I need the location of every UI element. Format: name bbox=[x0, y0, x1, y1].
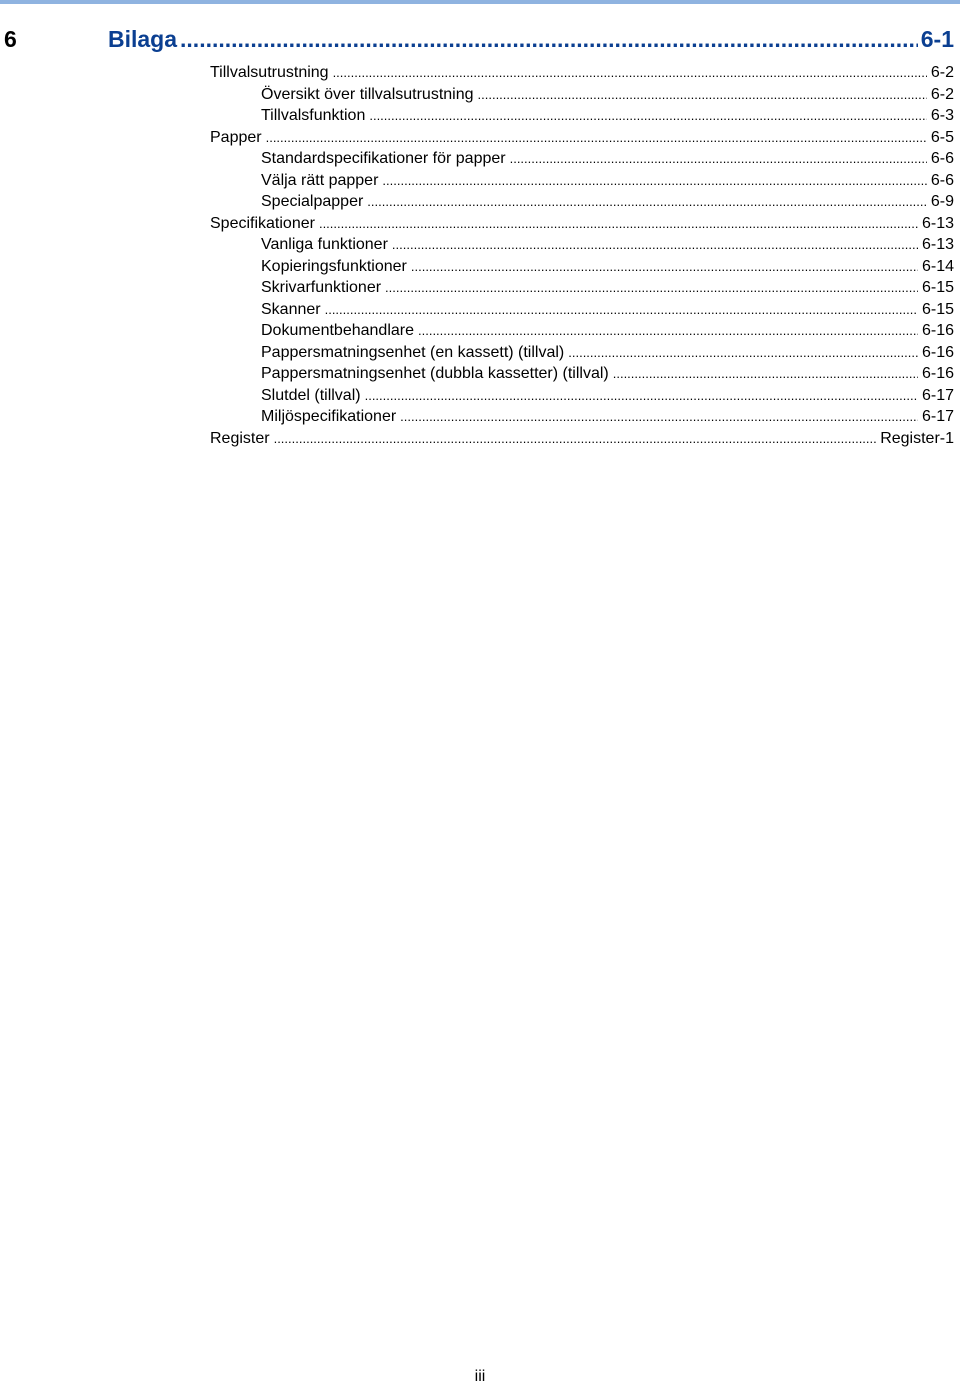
toc-entry-label: Specialpapper bbox=[261, 193, 364, 210]
toc-entry-page: 6-3 bbox=[930, 107, 954, 124]
leader-dots bbox=[266, 130, 927, 145]
leader-dots bbox=[400, 409, 918, 424]
leader-dots bbox=[418, 323, 918, 338]
toc-entry[interactable] bbox=[261, 344, 954, 365]
leader-dots bbox=[319, 216, 918, 231]
toc-entry[interactable] bbox=[261, 107, 954, 128]
toc-entry-label: Skanner bbox=[261, 300, 321, 318]
chapter-title: Bilaga bbox=[108, 26, 178, 52]
leader-dots bbox=[333, 65, 927, 80]
leader-dots bbox=[385, 280, 918, 295]
toc-entry[interactable] bbox=[210, 430, 954, 451]
toc-entry[interactable] bbox=[261, 193, 954, 214]
leader-dots bbox=[367, 194, 927, 209]
toc-entry-page: 6-9 bbox=[930, 193, 954, 210]
toc-entry-page: 6-5 bbox=[930, 128, 954, 146]
toc-entry-label: Papper bbox=[210, 128, 262, 146]
toc-entry-label: Skrivarfunktioner bbox=[261, 279, 382, 296]
toc-entry-label: Pappersmatningsenhet (dubbla kassetter) (tillval) bbox=[261, 365, 609, 382]
toc-entry-page: 6-2 bbox=[930, 64, 954, 81]
toc-entry[interactable] bbox=[261, 408, 954, 429]
toc-entry[interactable] bbox=[261, 387, 954, 408]
toc-entry-page: 6-14 bbox=[921, 257, 954, 275]
chapter-heading[interactable] bbox=[4, 26, 954, 58]
toc-entry[interactable] bbox=[261, 236, 954, 257]
toc-entry-label: Välja rätt papper bbox=[261, 171, 379, 189]
toc-entry[interactable] bbox=[210, 129, 954, 150]
toc-entry-label: Kopieringsfunktioner bbox=[261, 257, 407, 275]
toc-entry-page: 6-13 bbox=[921, 236, 954, 253]
leader-dots bbox=[365, 388, 918, 403]
toc-entry-label: Dokumentbehandlare bbox=[261, 322, 414, 339]
toc-entry-label: Tillvalsutrustning bbox=[210, 64, 329, 81]
leader-dots bbox=[478, 87, 927, 102]
toc-entry[interactable] bbox=[210, 215, 954, 236]
toc-entry[interactable] bbox=[261, 365, 954, 386]
toc-entry-page: 6-6 bbox=[930, 171, 954, 189]
toc-entry-label: Register bbox=[210, 429, 270, 447]
leader-dots bbox=[382, 173, 926, 188]
toc-entry-page: 6-16 bbox=[921, 322, 954, 339]
toc-entry-label: Slutdel (tillval) bbox=[261, 386, 361, 404]
toc-entry-label: Översikt över tillvalsutrustning bbox=[261, 85, 474, 103]
toc-entry-label: Miljöspecifikationer bbox=[261, 408, 397, 425]
chapter-leader-dots bbox=[180, 26, 918, 53]
toc-entry-page: 6-6 bbox=[930, 150, 954, 167]
toc-entry[interactable] bbox=[261, 172, 954, 193]
leader-dots bbox=[510, 151, 927, 166]
toc-entry-page: 6-15 bbox=[921, 279, 954, 296]
toc-entry-label: Pappersmatningsenhet (en kassett) (tillval) bbox=[261, 343, 565, 361]
toc-entry-page: Register-1 bbox=[880, 429, 954, 447]
toc-entry[interactable] bbox=[261, 279, 954, 300]
toc-entry[interactable] bbox=[261, 258, 954, 279]
toc-entry[interactable] bbox=[261, 301, 954, 322]
toc-entry[interactable] bbox=[261, 150, 954, 171]
toc-entry-page: 6-17 bbox=[921, 408, 954, 425]
leader-dots bbox=[613, 366, 918, 381]
toc-entry[interactable] bbox=[261, 86, 954, 107]
leader-dots bbox=[274, 431, 877, 446]
leader-dots bbox=[411, 259, 918, 274]
leader-dots bbox=[325, 302, 918, 317]
chapter-number: 6 bbox=[4, 26, 17, 52]
top-rule bbox=[0, 0, 960, 4]
toc-entry[interactable] bbox=[210, 64, 954, 85]
toc-entry-page: 6-16 bbox=[921, 365, 954, 382]
toc-entry-label: Vanliga funktioner bbox=[261, 236, 388, 253]
leader-dots bbox=[568, 345, 918, 360]
toc-entry-label: Tillvalsfunktion bbox=[261, 107, 366, 124]
leader-dots bbox=[392, 237, 918, 252]
toc-entry-label: Specifikationer bbox=[210, 214, 315, 232]
toc-entry-page: 6-15 bbox=[921, 300, 954, 318]
toc-entry-page: 6-2 bbox=[930, 85, 954, 103]
leader-dots bbox=[369, 108, 927, 123]
page-number: iii bbox=[474, 1368, 486, 1385]
toc-entry-label: Standardspecifikationer för papper bbox=[261, 150, 506, 167]
toc-entry-page: 6-16 bbox=[921, 343, 954, 361]
toc-entry[interactable] bbox=[261, 322, 954, 343]
toc-entry-page: 6-13 bbox=[921, 214, 954, 232]
chapter-page: 6-1 bbox=[920, 26, 954, 52]
toc-entry-page: 6-17 bbox=[921, 386, 954, 404]
